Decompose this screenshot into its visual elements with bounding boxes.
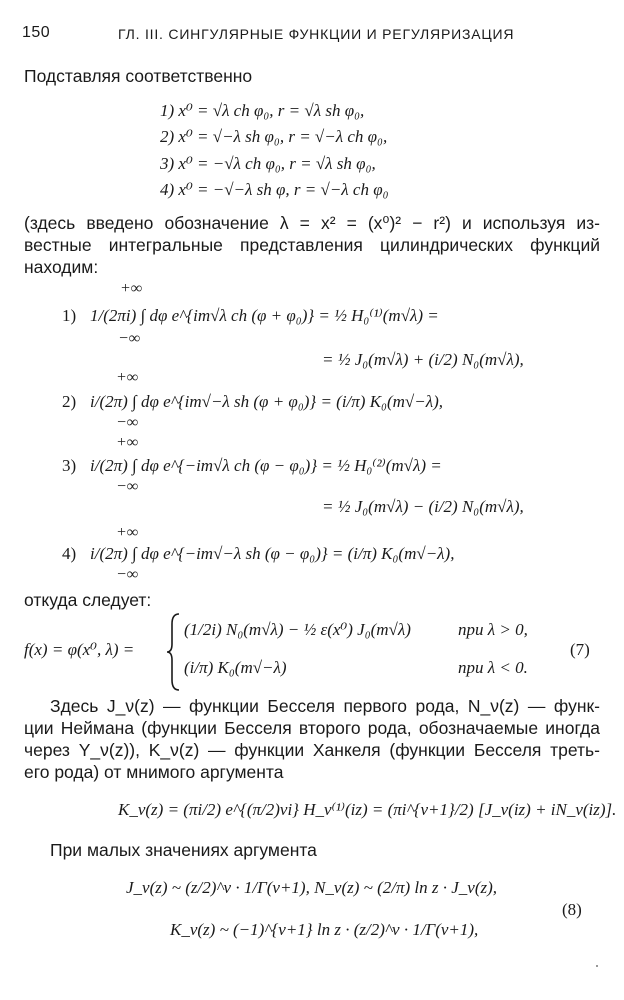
substitution-3: 3) x⁰ = −√λ ch φ₀, r = √λ sh φ₀, <box>160 154 376 173</box>
para1-line3: находим: <box>24 257 99 277</box>
integral4-label: 4) <box>62 544 77 563</box>
para1-line2: вестные интегральные представления цилиндрических функций <box>24 235 600 255</box>
integral4-upper-limit: +∞ <box>116 524 139 541</box>
eq8-line2: K_ν(z) ~ (−1)^{ν+1} ln z · (z/2)^ν · 1/Γ(ν+1), <box>170 920 479 939</box>
integral3-line2: = ½ J₀(m√λ) − (i/2) N₀(m√λ), <box>322 497 524 516</box>
para2-line3: через Y_ν(z)), K_ν(z) — функции Ханкеля (функции Бесселя треть- <box>24 740 600 760</box>
substitution-1: 1) x⁰ = √λ ch φ₀, r = √λ sh φ₀, <box>160 101 365 120</box>
eq7-case2: (i/π) K₀(m√−λ) <box>184 658 287 677</box>
para2-line1: Здесь J_ν(z) — функции Бесселя первого рода, N_ν(z) — функ- <box>50 696 600 716</box>
eq7-case1-condition: при λ > 0, <box>458 620 528 639</box>
whence-text: откуда следует: <box>24 590 152 610</box>
integral1-label: 1) <box>62 306 77 325</box>
integral2-lower-limit: −∞ <box>116 414 139 431</box>
integral4-lower-limit: −∞ <box>116 566 139 583</box>
integral1-lower-limit: −∞ <box>118 330 141 347</box>
intro-text: Подставляя соответственно <box>24 66 253 86</box>
print-speck <box>596 965 598 967</box>
substitution-4: 4) x⁰ = −√−λ sh φ, r = √−λ ch φ₀ <box>160 180 389 199</box>
integral2-upper-limit: +∞ <box>116 369 139 386</box>
small-args-text: При малых значениях аргумента <box>50 840 317 860</box>
eq8-line1: J_ν(z) ~ (z/2)^ν · 1/Γ(ν+1), N_ν(z) ~ (2/π) ln z · J_ν(z), <box>126 878 498 897</box>
para2-line4: его рода) от мнимого аргумента <box>24 762 284 782</box>
eq7-lhs: f(x) = φ(x⁰, λ) = <box>24 640 135 659</box>
para1-line1: (здесь введено обозначение λ = x² = (x⁰)² − r²) и используя из- <box>24 213 600 233</box>
eq8-number: (8) <box>562 900 582 919</box>
integral3-upper-limit: +∞ <box>116 434 139 451</box>
eq7-number: (7) <box>570 640 590 659</box>
integral4-line1: i/(2π) ∫ dφ e^{−im√−λ sh (φ − φ₀)} = (i/π) K₀(m√−λ), <box>90 544 455 563</box>
running-title: ГЛ. III. СИНГУЛЯРНЫЕ ФУНКЦИИ И РЕГУЛЯРИЗАЦИЯ <box>118 26 515 42</box>
integral1-line1: 1/(2πi) ∫ dφ e^{im√λ ch (φ + φ₀)} = ½ H₀⁽¹⁾(m√λ) = <box>90 306 439 325</box>
integral1-line2: = ½ J₀(m√λ) + (i/2) N₀(m√λ), <box>322 350 524 369</box>
eq7-case2-condition: при λ < 0. <box>458 658 528 677</box>
eq7-brace <box>166 612 182 692</box>
integral3-line1: i/(2π) ∫ dφ e^{−im√λ ch (φ − φ₀)} = ½ H₀⁽²⁾(m√λ) = <box>90 456 442 475</box>
substitution-2: 2) x⁰ = √−λ sh φ₀, r = √−λ ch φ₀, <box>160 127 388 146</box>
para2-line2: ции Неймана (функции Бесселя второго рода, обозначаемые иногда <box>24 718 600 738</box>
integral2-label: 2) <box>62 392 77 411</box>
integral3-label: 3) <box>62 456 77 475</box>
integral3-lower-limit: −∞ <box>116 478 139 495</box>
page-number: 150 <box>22 24 51 41</box>
integral2-line1: i/(2π) ∫ dφ e^{im√−λ sh (φ + φ₀)} = (i/π) K₀(m√−λ), <box>90 392 443 411</box>
eq-k-definition: K_ν(z) = (πi/2) e^{(π/2)νi} H_ν⁽¹⁾(iz) = (πi^{ν+1}/2) [J_ν(iz) + iN_ν(iz)]. <box>118 800 617 819</box>
integral1-upper-limit: +∞ <box>120 280 143 297</box>
eq7-case1: (1/2i) N₀(m√λ) − ½ ε(x⁰) J₀(m√λ) <box>184 620 411 639</box>
